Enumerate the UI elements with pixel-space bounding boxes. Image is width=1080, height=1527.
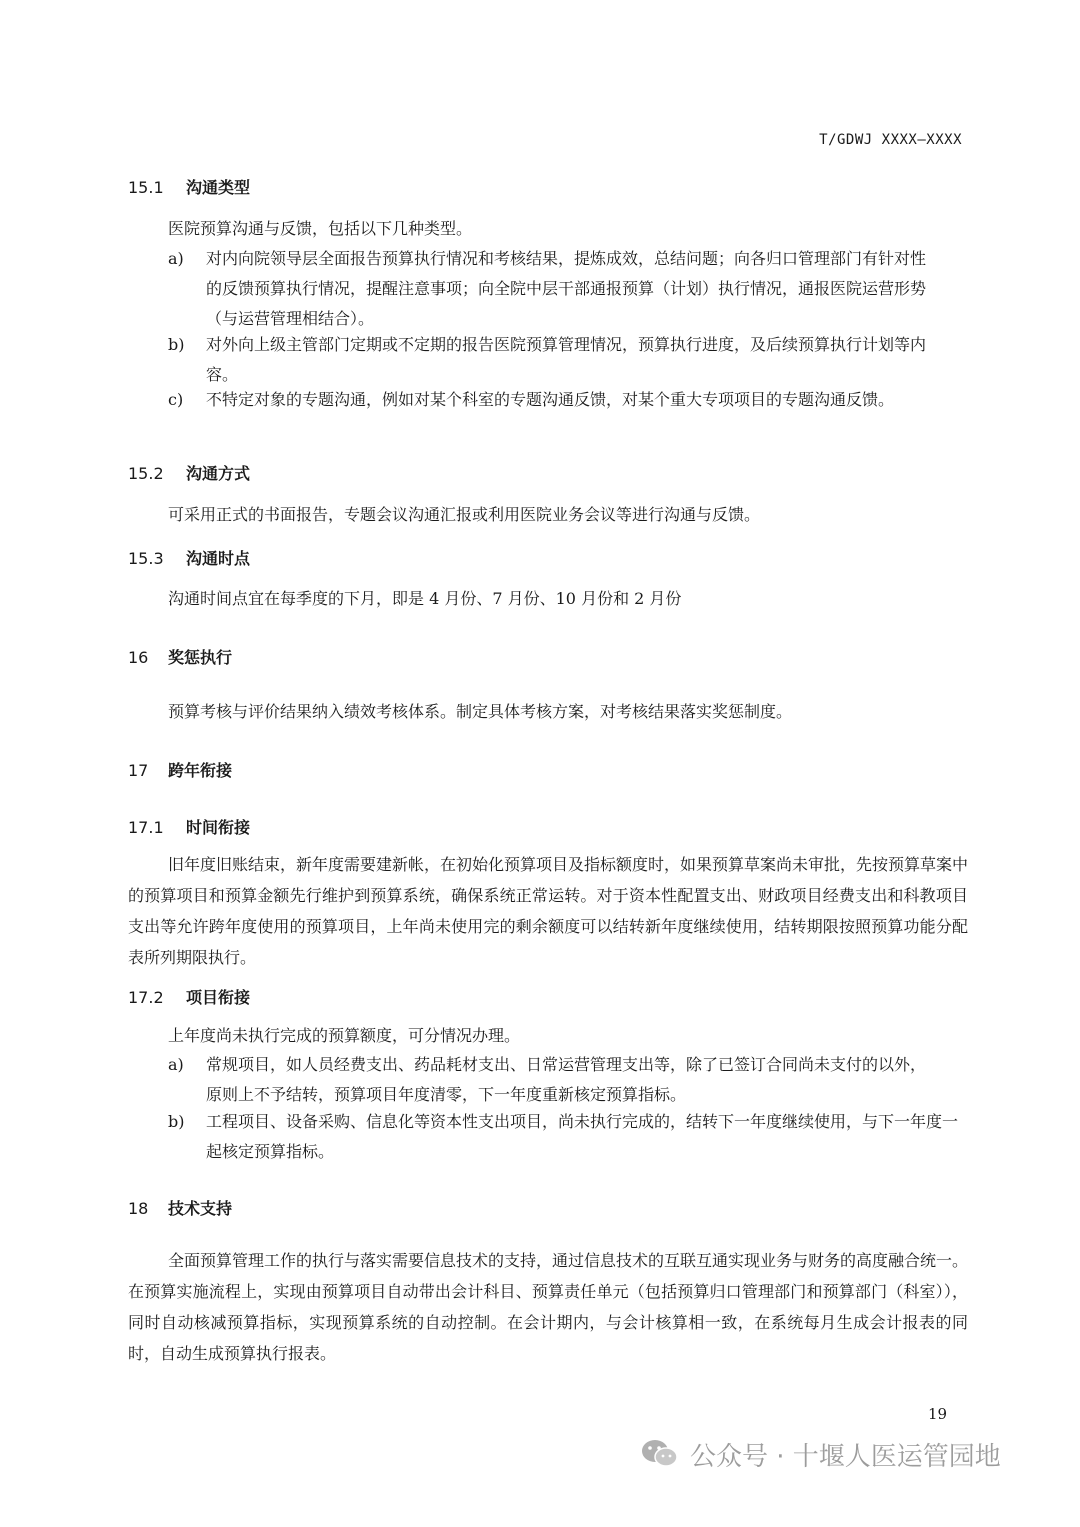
heading-number: 17.1 [128, 818, 164, 837]
list-marker: a) [168, 249, 184, 268]
document-code: T/GDWJ XXXX—XXXX [819, 132, 962, 148]
heading-15-2 [128, 461, 250, 484]
heading-number: 15.3 [128, 549, 164, 568]
heading-number: 17 [128, 761, 149, 780]
heading-number: 16 [128, 648, 149, 667]
page-number: 19 [928, 1405, 948, 1423]
heading-17-2 [128, 985, 250, 1008]
heading-title: 技术支持 [168, 1199, 233, 1218]
list-marker: b) [168, 1112, 185, 1131]
list-item-a [168, 244, 928, 334]
heading-15-1 [128, 175, 250, 198]
heading-16 [128, 645, 232, 668]
list-item-b [168, 1107, 968, 1167]
watermark [640, 1434, 1001, 1474]
paragraph: 上年度尚未执行完成的预算额度，可分情况办理。 [168, 1026, 521, 1045]
list-text: 常规项目，如人员经费支出、药品耗材支出、日常运营管理支出等，除了已签订合同尚未支付的以外，原则上不予结转，预算项目年度清零，下一年度重新核定预算指标。 [206, 1055, 927, 1104]
list-marker: b) [168, 335, 185, 354]
paragraph: 可采用正式的书面报告，专题会议沟通汇报或利用医院业务会议等进行沟通与反馈。 [168, 505, 761, 524]
paragraph: 旧年度旧账结束，新年度需要建新帐，在初始化预算项目及指标额度时，如果预算草案尚未审批，先按预算草案中的预算项目和预算金额先行维护到预算系统，确保系统正常运转。对于资本性配置支出、财政项目经费支出和科教项目支出等允许跨年度使用的预算项目，上年尚未使用完的剩余额度可以结转新年度继续使用，结转期限按照预算功能分配表所列期限执行。 [128, 855, 969, 967]
list-item-b [168, 330, 928, 390]
list-text: 对外向上级主管部门定期或不定期的报告医院预算管理情况，预算执行进度，及后续预算执行计划等内容。 [206, 335, 927, 384]
list-item-a [168, 1050, 928, 1110]
paragraph: 全面预算管理工作的执行与落实需要信息技术的支持，通过信息技术的互联互通实现业务与财务的高度融合统一。在预算实施流程上，实现由预算项目自动带出会计科目、预算责任单元（包括预算归口管理部门和预算部门（科室）），同时自动核减预算指标，实现预算系统的自动控制。在会计期内，与会计核算相一致，在系统每月生成会计报表的同时，自动生成预算执行报表。 [128, 1251, 969, 1363]
heading-title: 跨年衔接 [168, 761, 233, 780]
list-marker: c) [168, 390, 184, 409]
heading-title: 沟通时点 [186, 549, 251, 568]
list-text: 工程项目、设备采购、信息化等资本性支出项目，尚未执行完成的，结转下一年度继续使用，与下一年度一起核定预算指标。 [206, 1112, 959, 1161]
heading-title: 时间衔接 [186, 818, 251, 837]
paragraph: 预算考核与评价结果纳入绩效考核体系。制定具体考核方案，对考核结果落实奖惩制度。 [168, 702, 793, 721]
watermark-text: 公众号 · 十堰人医运管园地 [690, 1441, 1001, 1472]
heading-17 [128, 758, 232, 781]
list-marker: a) [168, 1055, 184, 1074]
heading-number: 15.1 [128, 178, 164, 197]
paragraph: 沟通时间点宜在每季度的下月，即是 4 月份、7 月份、10 月份和 2 月份 [168, 589, 682, 608]
heading-15-3 [128, 546, 250, 569]
list-text: 不特定对象的专题沟通，例如对某个科室的专题沟通反馈，对某个重大专项项目的专题沟通反馈。 [206, 390, 895, 409]
list-item-c [168, 385, 928, 415]
heading-title: 沟通方式 [186, 464, 251, 483]
heading-number: 18 [128, 1199, 149, 1218]
wechat-icon [640, 1438, 680, 1470]
heading-title: 项目衔接 [186, 988, 251, 1007]
paragraph: 医院预算沟通与反馈，包括以下几种类型。 [168, 219, 473, 238]
heading-17-1 [128, 815, 250, 838]
heading-18 [128, 1196, 232, 1219]
heading-title: 奖惩执行 [168, 648, 233, 667]
heading-title: 沟通类型 [186, 178, 251, 197]
heading-number: 17.2 [128, 988, 164, 1007]
heading-number: 15.2 [128, 464, 164, 483]
list-text: 对内向院领导层全面报告预算执行情况和考核结果，提炼成效，总结问题；向各归口管理部门有针对性的反馈预算执行情况，提醒注意事项；向全院中层干部通报预算（计划）执行情况，通报医院运营形势（与运营管理相结合）。 [206, 249, 927, 328]
